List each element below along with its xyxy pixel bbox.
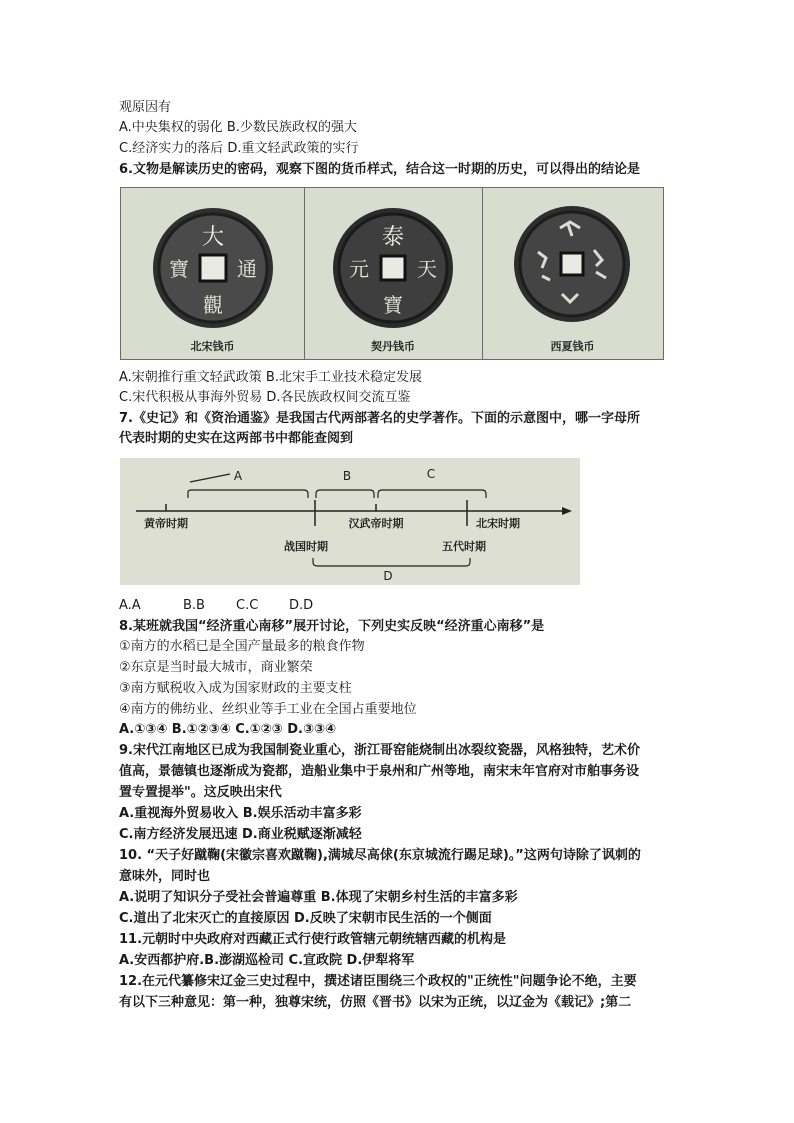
option-line: C.南方经济发展迅速 D.商业税赋逐渐减轻 <box>119 827 362 842</box>
option-line: C.道出了北宋灭亡的直接原因 D.反映了宋朝市民生活的一个侧面 <box>119 911 492 926</box>
option: B.B <box>183 598 205 613</box>
option-line: C.宋代积极从事海外贸易 D.各民族政权间交流互鉴 <box>119 390 411 405</box>
question-6: 6.文物是解读历史的密码，观察下图的货币样式，结合这一时期的历史，可以得出的结论是 <box>119 162 640 177</box>
option: A.A <box>119 598 141 613</box>
northern-song-coin-image <box>121 188 304 359</box>
text-line: 值高，景德镇也逐渐成为瓷都，造船业集中于泉州和广州等地，南宋末年官府对市舶事务设 <box>119 764 640 779</box>
option-line: A.①③④ B.①②③④ C.①②③ D.③③④ <box>119 722 336 737</box>
text-line: 置专置提举"。这反映出宋代 <box>119 785 282 800</box>
timeline-label: 汉武帝时期 <box>348 517 404 530</box>
coin-glyph: 泰 <box>381 225 405 250</box>
timeline-letter-a: A <box>233 469 243 483</box>
coin-glyph: 寶 <box>169 257 189 281</box>
option-line: C.经济实力的落后 D.重文轻武政策的实行 <box>119 141 359 156</box>
option-line: A.宋朝推行重文轻武政策 B.北宋手工业技术稳定发展 <box>119 370 422 385</box>
text-line: 观原因有 <box>119 100 172 115</box>
western-xia-coin-image <box>482 188 663 359</box>
timeline-label: 五代时期 <box>442 540 486 553</box>
coin-caption: 西夏钱币 <box>550 340 595 353</box>
option-line: A.说明了知识分子受社会普遍尊重 B.体现了宋朝乡村生活的丰富多彩 <box>119 890 518 905</box>
coin-caption: 北宋钱币 <box>190 340 235 353</box>
question-7-cont: 代表时期的史实在这两部书中都能查阅到 <box>119 431 354 446</box>
coin-glyph: 大 <box>201 225 225 250</box>
question-10: 10. “天子好蹴鞠(宋徽宗喜欢蹴鞠),满城尽高俅(东京城流行踢足球)。”这两句诗除了讽刺的 <box>119 848 641 863</box>
question-11: 11.元朝时中央政府对西藏正式行使行政管辖元朝统辖西藏的机构是 <box>119 932 507 947</box>
coin-caption: 契丹钱币 <box>371 340 415 353</box>
khitan-coin-image <box>304 188 482 359</box>
timeline-diagram <box>120 458 580 585</box>
timeline-svg <box>120 458 580 585</box>
option-line: A.中央集权的弱化 B.少数民族政权的强大 <box>119 120 357 135</box>
coin-panel-northern-song <box>121 188 305 359</box>
coins-figure <box>120 187 664 360</box>
text-line: ③南方赋税收入成为国家财政的主要支柱 <box>119 681 352 696</box>
timeline-label: 黄帝时期 <box>144 517 188 530</box>
timeline-letter-d: D <box>383 569 393 583</box>
coin-glyph: 天 <box>417 257 437 281</box>
question-8: 8.某班就我国“经济重心南移”展开讨论，下列史实反映“经济重心南移”是 <box>119 619 545 634</box>
option-line: A.重视海外贸易收入 B.娱乐活动丰富多彩 <box>119 806 362 821</box>
option: C.C <box>236 598 259 613</box>
coin-glyph: 寶 <box>383 293 403 317</box>
option: D.D <box>289 598 314 613</box>
coin-panel-khitan <box>304 188 483 359</box>
question-9: 9.宋代江南地区已成为我国制瓷业重心，浙江哥窑能烧制出冰裂纹瓷器，风格独特，艺术价 <box>119 743 640 758</box>
coin-glyph: 元 <box>349 257 369 281</box>
text-line: ①南方的水稻已是全国产量最多的粮食作物 <box>119 639 365 654</box>
text-line: 意味外，同时也 <box>119 869 211 884</box>
timeline-letter-c: C <box>426 467 436 481</box>
text-line: ④南方的佛纺业、丝织业等手工业在全国占重要地位 <box>119 702 417 717</box>
question-7: 7.《史记》和《资治通鉴》是我国古代两部著名的史学著作。下面的示意图中，哪一字母所 <box>119 411 640 426</box>
timeline-label: 战国时期 <box>284 540 328 553</box>
coin-glyph: 通 <box>237 257 257 281</box>
question-12: 12.在元代纂修宋辽金三史过程中，撰述诸臣围绕三个政权的"正统性"问题争论不绝，主要 <box>119 974 637 989</box>
text-line: ②东京是当时最大城市，商业繁荣 <box>119 660 313 675</box>
timeline-letter-b: B <box>342 469 352 483</box>
text-line: 有以下三种意见：第一种，独尊宋统，仿照《晋书》以宋为正统，以辽金为《载记》;第二 <box>119 995 632 1010</box>
coin-panel-western-xia <box>482 188 663 359</box>
timeline-label: 北宋时期 <box>476 517 520 530</box>
option-line: A.安西都护府.B.澎湖巡检司 C.宣政院 D.伊犁将军 <box>119 953 415 968</box>
coin-glyph: 觀 <box>203 293 223 317</box>
